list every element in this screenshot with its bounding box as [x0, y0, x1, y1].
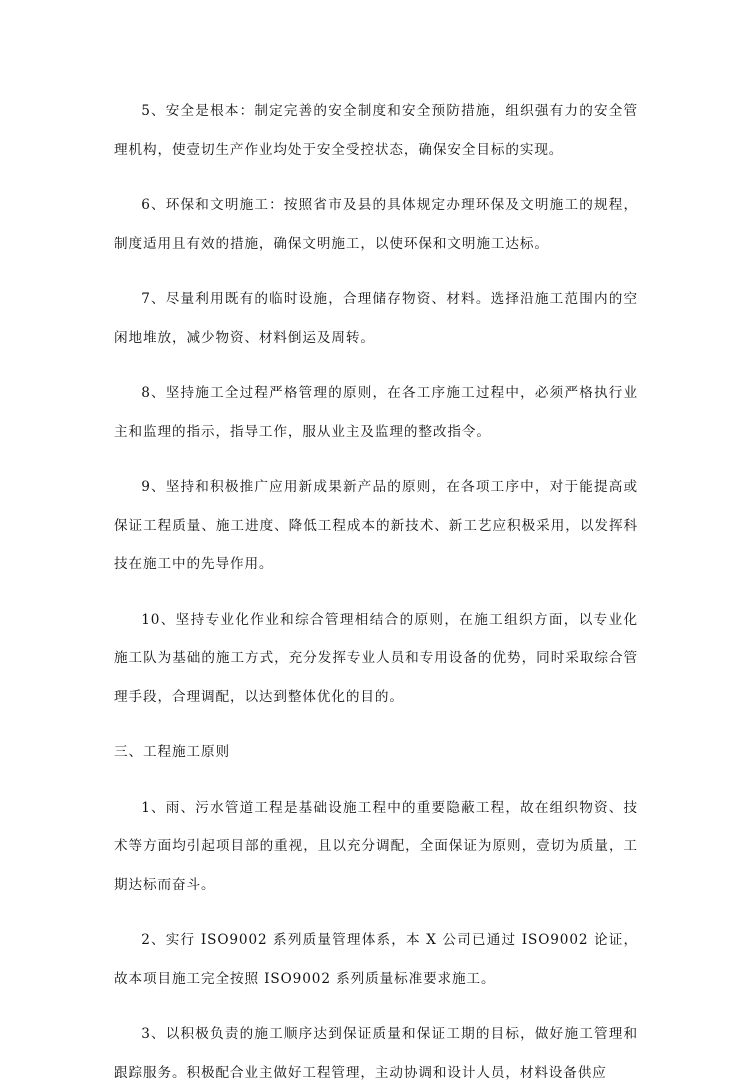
section-paragraph-3: 3、以积极负责的施工顺序达到保证质量和保证工期的目标，做好施工管理和跟踪服务。积极配合业主做好工程管理，主动协调和设计人员，材料设备供应: [114, 1026, 638, 1081]
section-paragraph-2: 2、实行 ISO9002 系列质量管理体系，本 X 公司已通过 ISO9002 论证，故本项目施工完全按照 ISO9002 系列质量标准要求施工。: [114, 932, 638, 987]
section-paragraph-1: 1、雨、污水管道工程是基础设施工程中的重要隐蔽工程，故在组织物资、技术等方面均引起项目部的重视，且以充分调配，全面保证为原则，壹切为质量，工期达标而奋斗。: [114, 799, 638, 893]
paragraph-6: 6、环保和文明施工：按照省市及县的具体规定办理环保及文明施工的规程，制度适用且有效的措施，确保文明施工，以使环保和文明施工达标。: [114, 197, 638, 252]
paragraph-7: 7、尽量利用既有的临时设施，合理储存物资、材料。选择沿施工范围内的空闲地堆放，减少物资、材料倒运及周转。: [114, 291, 638, 346]
paragraph-8: 8、坚持施工全过程严格管理的原则，在各工序施工过程中，必须严格执行业主和监理的指示，指导工作，服从业主及监理的整改指令。: [114, 385, 638, 440]
section-heading: 三、工程施工原则: [114, 744, 230, 760]
paragraph-9: 9、坚持和积极推广应用新成果新产品的原则，在各项工序中，对于能提高或保证工程质量、施工进度、降低工程成本的新技术、新工艺应积极采用，以发挥科技在施工中的先导作用。: [114, 479, 638, 572]
paragraph-10: 10、坚持专业化作业和综合管理相结合的原则，在施工组织方面，以专业化施工队为基础的施工方式，充分发挥专业人员和专用设备的优势，同时采取综合管理手段，合理调配，以达到整体优化的目的。: [114, 611, 638, 705]
paragraph-5: 5、安全是根本：制定完善的安全制度和安全预防措施，组织强有力的安全管理机构，使壹切生产作业均处于安全受控状态，确保安全目标的实现。: [114, 103, 638, 158]
